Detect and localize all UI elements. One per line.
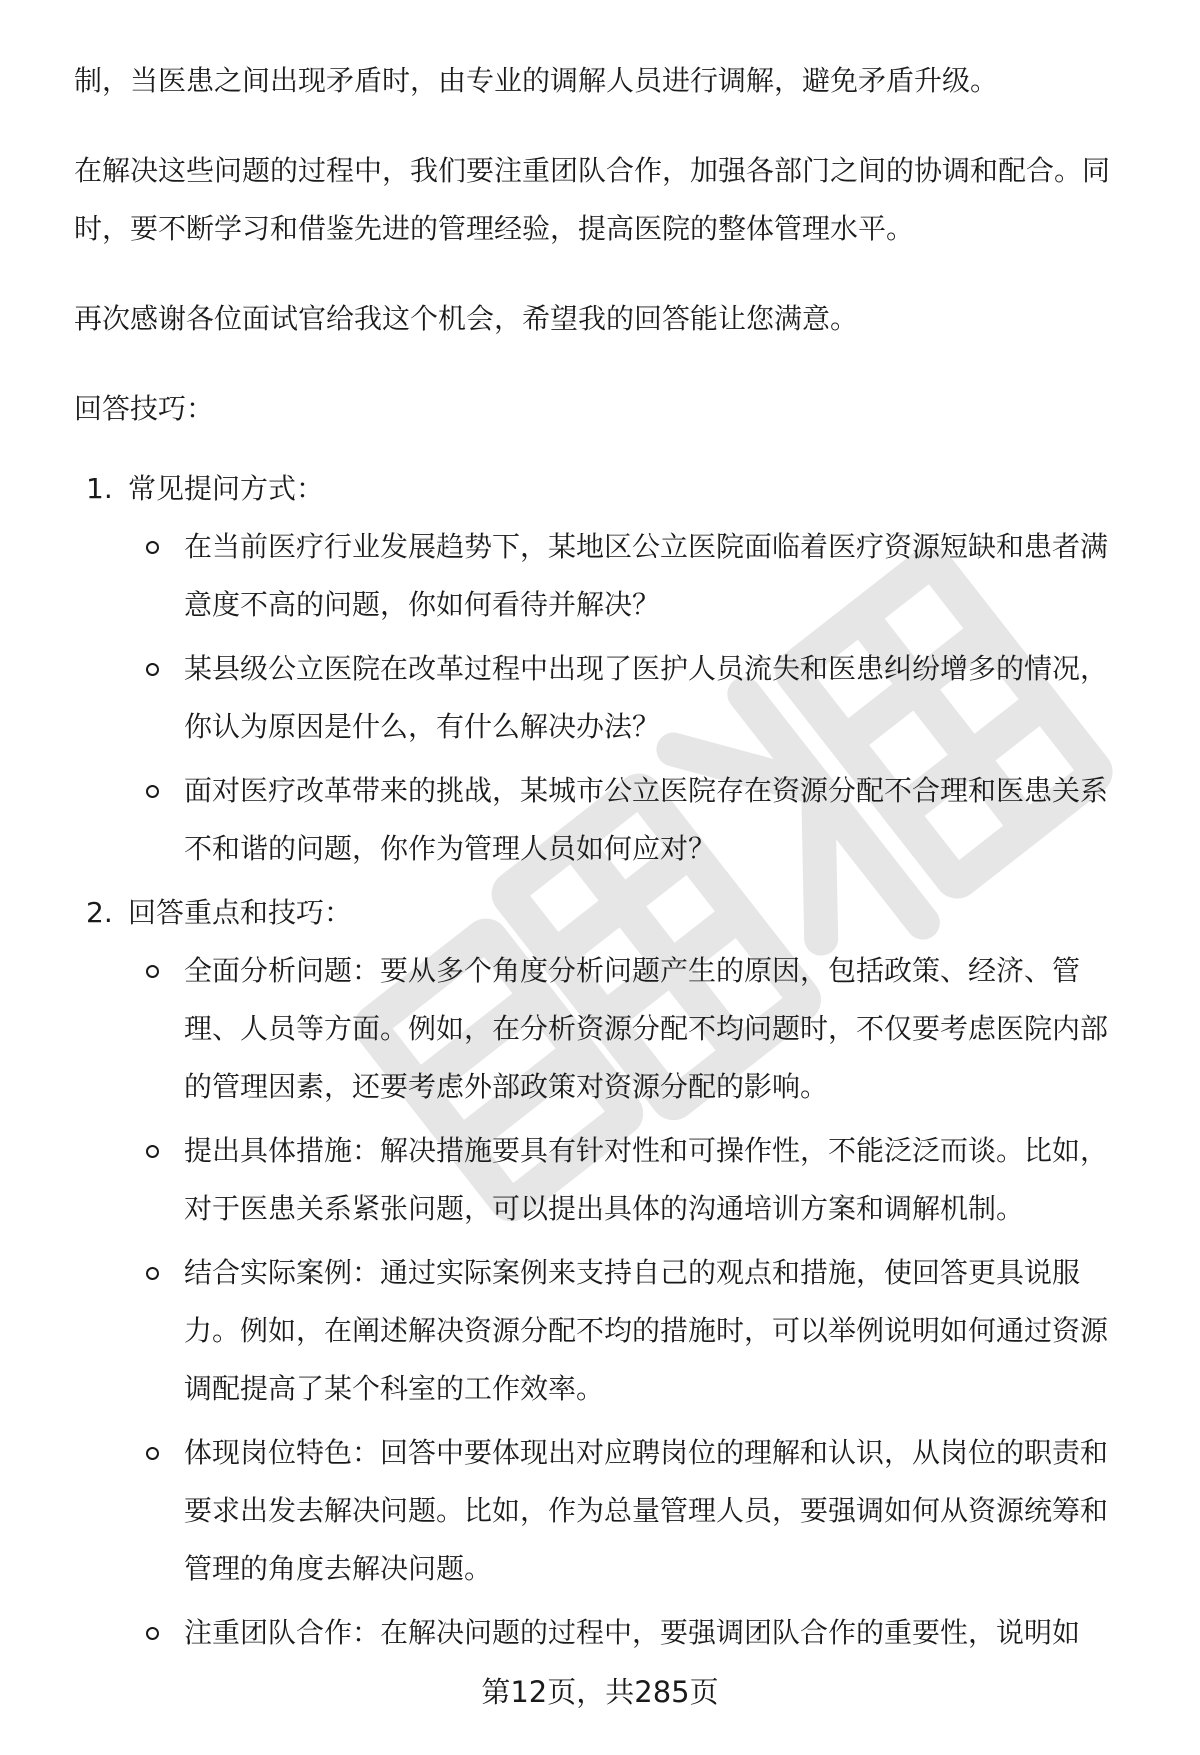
list-number: 2. <box>86 896 113 929</box>
list-item <box>128 1604 1134 1662</box>
list-item <box>128 640 1134 756</box>
circle-bullet-icon <box>146 1447 159 1460</box>
circle-bullet-icon <box>146 785 159 798</box>
list-item-text: 在当前医疗行业发展趋势下，某地区公立医院面临着医疗资源短缺和患者满意度不高的问题，你如何看待并解决？ <box>184 530 1109 621</box>
paragraph-continuation: 制，当医患之间出现矛盾时，由专业的调解人员进行调解，避免矛盾升级。 <box>74 64 999 97</box>
list-item-text: 全面分析问题：要从多个角度分析问题产生的原因，包括政策、经济、管理、人员等方面。例如，在分析资源分配不均问题时，不仅要考虑医院内部的管理因素，还要考虑外部政策对资源分配的影响。 <box>184 954 1109 1103</box>
list-item <box>128 1424 1134 1598</box>
list-item-section-2 <box>74 884 1134 1662</box>
tips-bullet-list <box>128 942 1134 1662</box>
section-heading: 回答重点和技巧： <box>128 896 353 929</box>
list-item-text: 某县级公立医院在改革过程中出现了医护人员流失和医患纠纷增多的情况，你认为原因是什么，有什么解决办法？ <box>184 652 1109 743</box>
circle-bullet-icon <box>146 663 159 676</box>
list-item <box>128 518 1134 634</box>
question-bullet-list <box>128 518 1134 878</box>
page-number-footer: 第12页，共285页 <box>481 1675 719 1709</box>
circle-bullet-icon <box>146 965 159 978</box>
circle-bullet-icon <box>146 1627 159 1640</box>
list-item <box>128 942 1134 1116</box>
list-item-text: 结合实际案例：通过实际案例来支持自己的观点和措施，使回答更具说服力。例如，在阐述解决资源分配不均的措施时，可以举例说明如何通过资源调配提高了某个科室的工作效率。 <box>184 1256 1109 1405</box>
document-content <box>74 52 1134 1668</box>
list-item-section-1 <box>74 460 1134 878</box>
paragraph-teamwork: 在解决这些问题的过程中，我们要注重团队合作，加强各部门之间的协调和配合。同时，要不断学习和借鉴先进的管理经验，提高医院的整体管理水平。 <box>74 154 1111 245</box>
list-number: 1. <box>86 472 113 505</box>
tips-ordered-list <box>74 460 1134 1662</box>
paragraph-answer-tips-heading: 回答技巧： <box>74 392 215 425</box>
paragraph-thanks: 再次感谢各位面试官给我这个机会，希望我的回答能让您满意。 <box>74 302 859 335</box>
list-item <box>128 1122 1134 1238</box>
circle-bullet-icon <box>146 1267 159 1280</box>
list-item-text: 面对医疗改革带来的挑战，某城市公立医院存在资源分配不合理和医患关系不和谐的问题，你作为管理人员如何应对？ <box>184 774 1109 865</box>
list-item <box>128 1244 1134 1418</box>
list-item-text: 提出具体措施：解决措施要具有针对性和可操作性，不能泛泛而谈。比如，对于医患关系紧张问题，可以提出具体的沟通培训方案和调解机制。 <box>184 1134 1109 1225</box>
circle-bullet-icon <box>146 541 159 554</box>
section-heading: 常见提问方式： <box>128 472 325 505</box>
list-item-text: 注重团队合作：在解决问题的过程中，要强调团队合作的重要性，说明如 <box>184 1616 1081 1649</box>
list-item-text: 体现岗位特色：回答中要体现出对应聘岗位的理解和认识，从岗位的职责和要求出发去解决问题。比如，作为总量管理人员，要强调如何从资源统筹和管理的角度去解决问题。 <box>184 1436 1109 1585</box>
list-item <box>128 762 1134 878</box>
circle-bullet-icon <box>146 1145 159 1158</box>
